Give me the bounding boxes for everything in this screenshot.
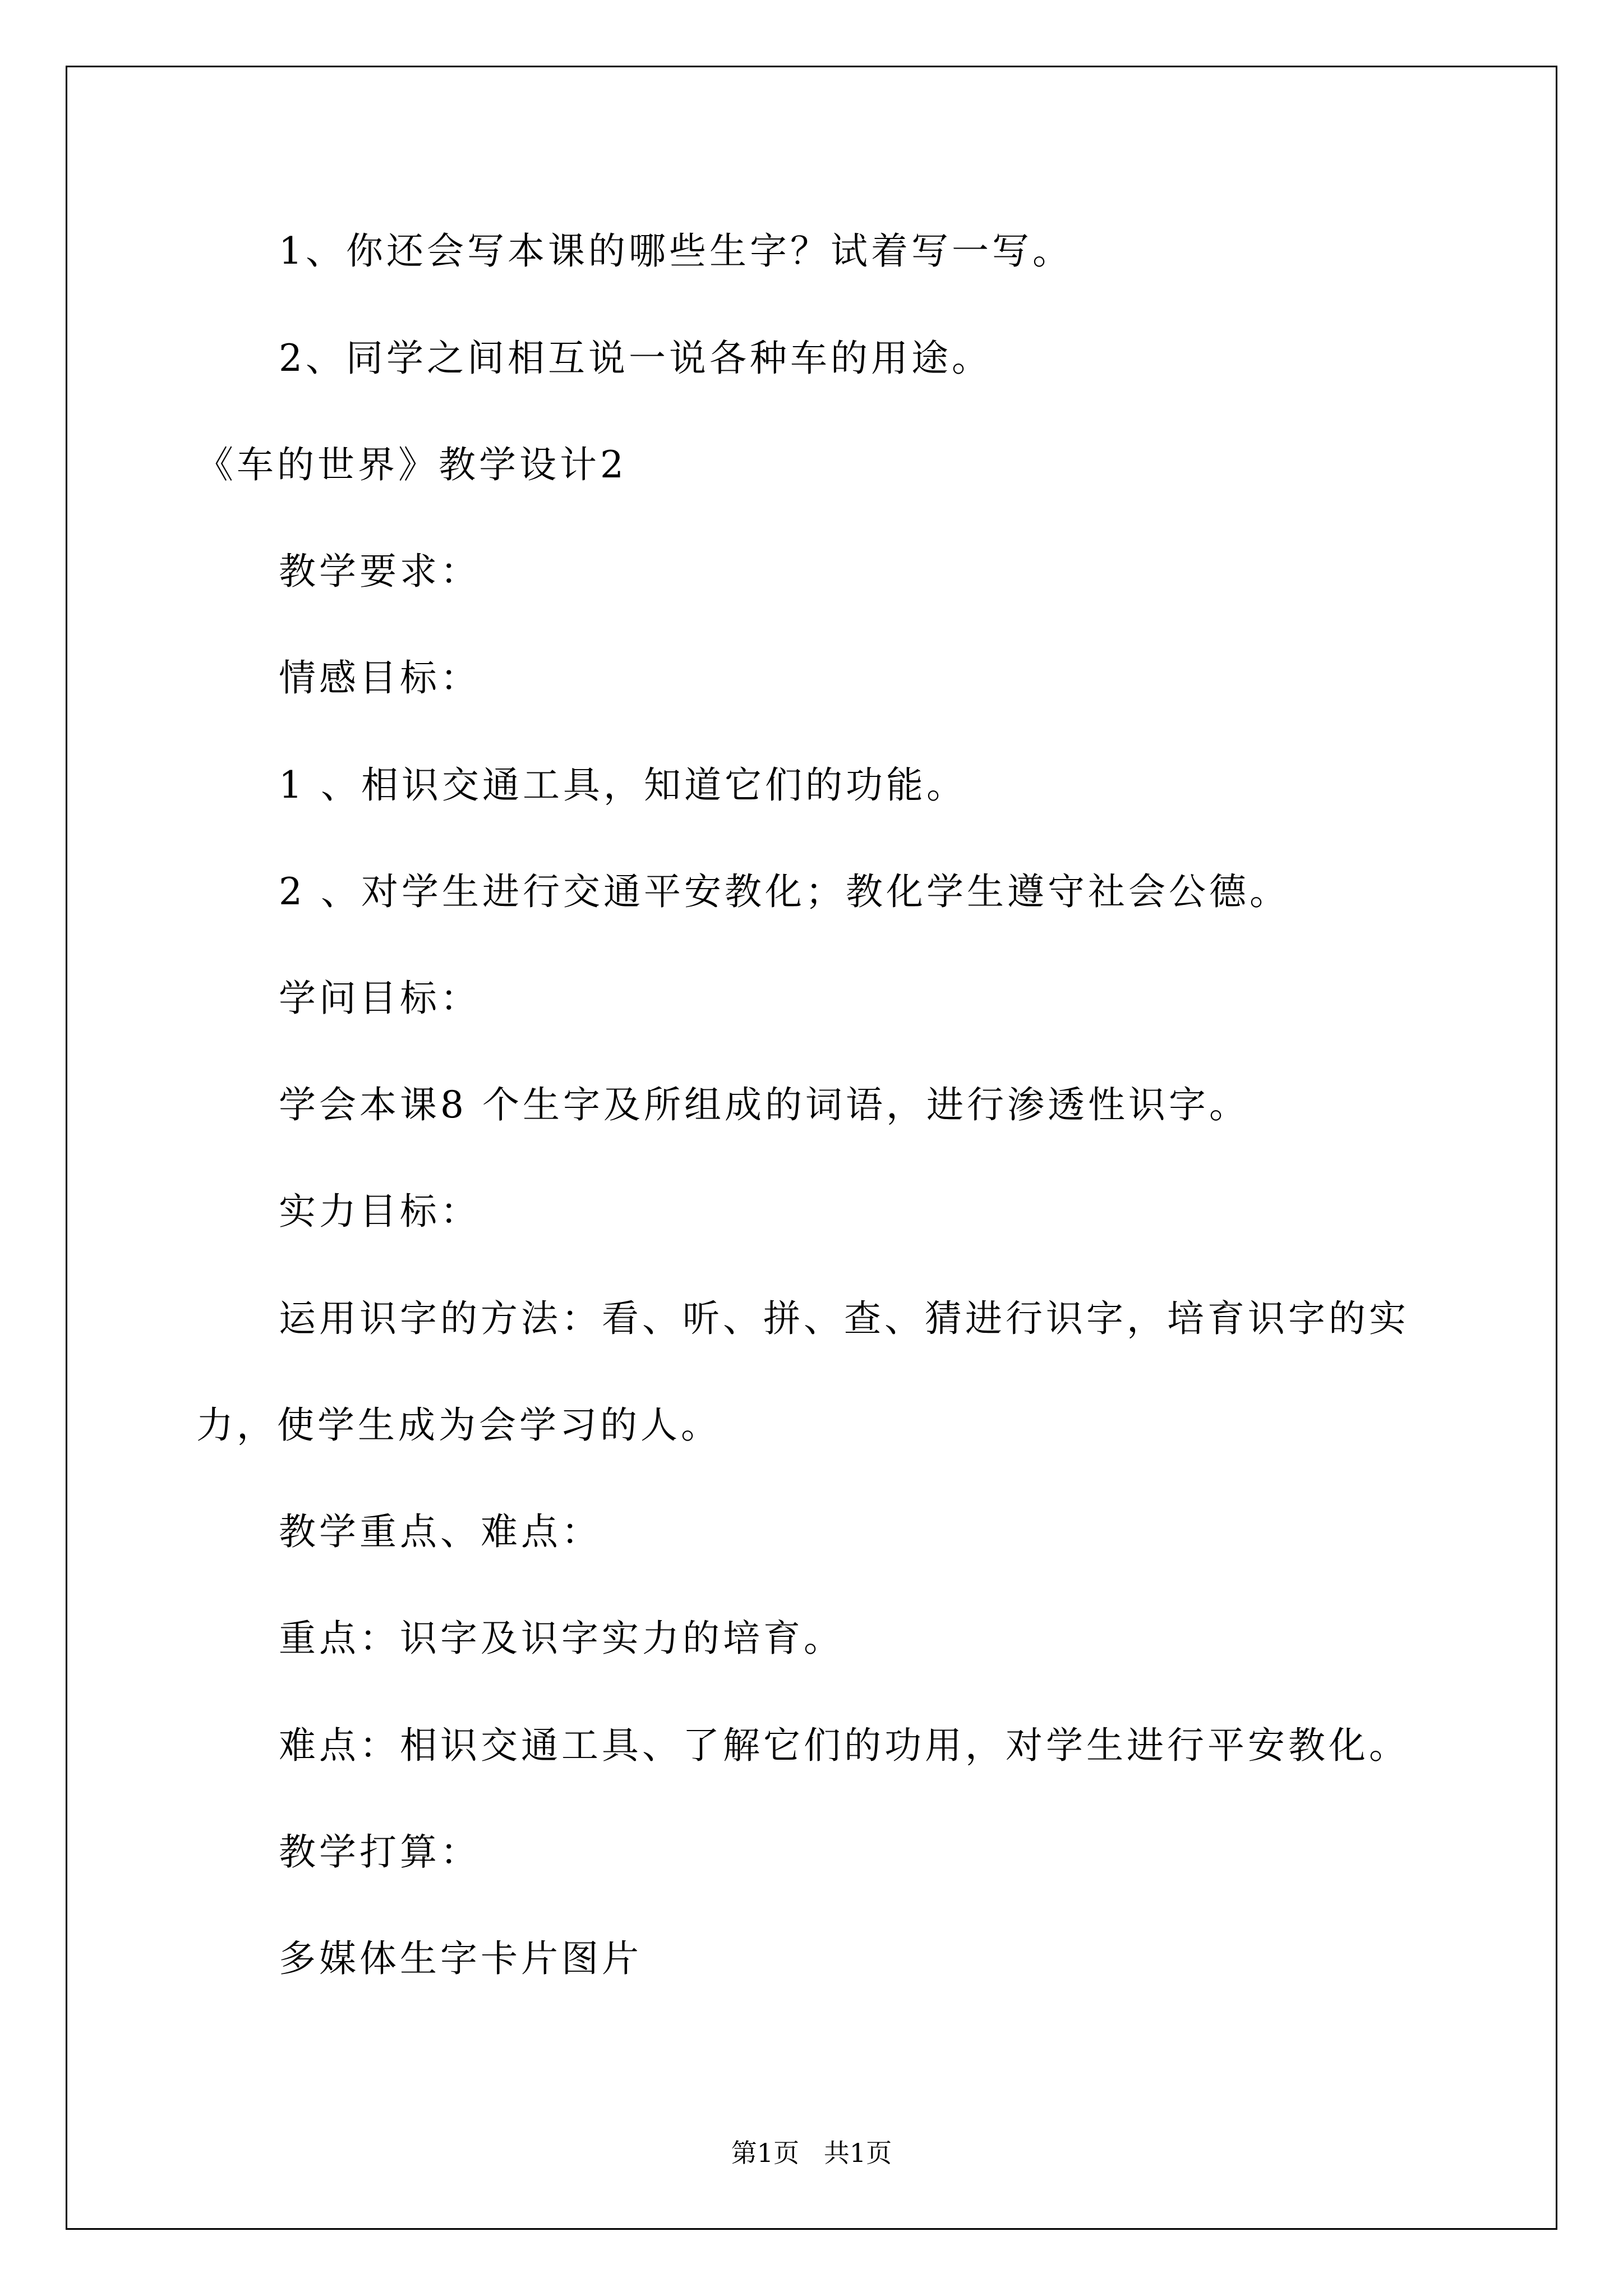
- text-line: 教学重点、难点：: [279, 1510, 602, 1553]
- text-line: 难点：相识交通工具、了解它们的功用，对学生进行平安教化。: [279, 1724, 1409, 1767]
- page-number-footer: 第1页 共1页: [731, 2138, 892, 2168]
- text-line: 情感目标：: [279, 656, 481, 700]
- text-line: 重点：识字及识字实力的培育。: [279, 1617, 844, 1660]
- text-line: 多媒体生字卡片图片: [279, 1937, 642, 1980]
- page-frame: [66, 66, 1557, 2230]
- text-line: 1 、相识交通工具，知道它们的功能。: [279, 763, 967, 807]
- text-line: 2、同学之间相互说一说各种车的用途。: [279, 337, 992, 380]
- text-line: 实力目标：: [279, 1190, 481, 1233]
- text-line: 2 、对学生进行交通平安教化；教化学生遵守社会公德。: [279, 870, 1290, 913]
- text-line: 力，使学生成为会学习的人。: [196, 1404, 721, 1447]
- text-line: 学问目标：: [279, 977, 481, 1020]
- text-line: 教学要求：: [279, 550, 481, 593]
- section-title: 《车的世界》教学设计2: [196, 443, 627, 486]
- text-line: 教学打算：: [279, 1830, 481, 1874]
- text-line: 学会本课8 个生字及所组成的词语，进行渗透性识字。: [279, 1083, 1249, 1126]
- text-line: 运用识字的方法：看、听、拼、查、猜进行识字，培育识字的实: [279, 1297, 1409, 1340]
- text-line: 1、你还会写本课的哪些生字？试着写一写。: [279, 229, 1073, 273]
